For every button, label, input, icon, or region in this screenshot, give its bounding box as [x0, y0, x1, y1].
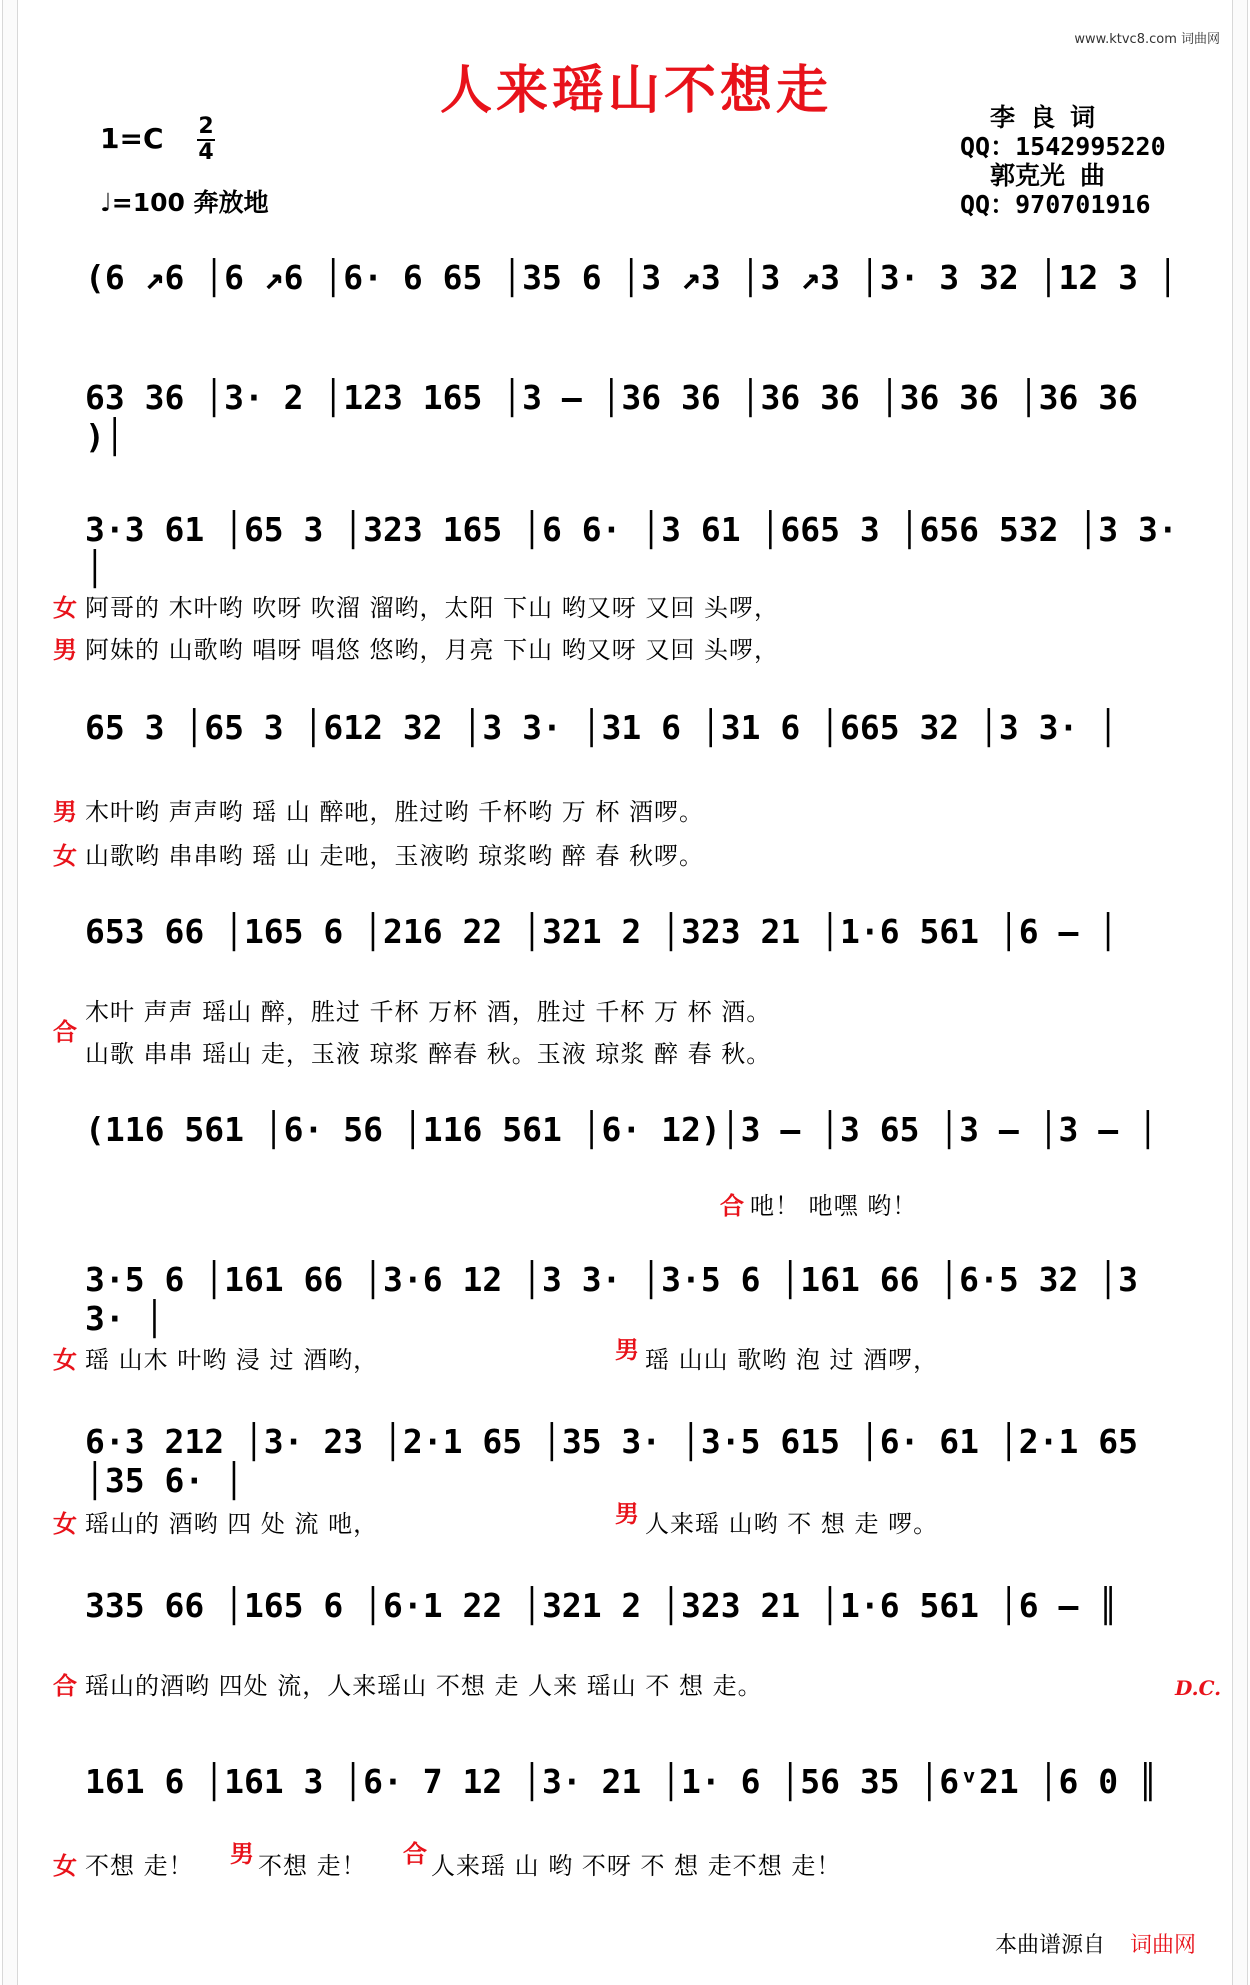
lyric-line: 阿妹的 山歌哟 唱呀 唱悠 悠哟，月亮 下山 哟又呀 又回 头啰，	[85, 636, 780, 664]
notation-line: 3·5 6 │161 66 │3·6 12 │3 3· │3·5 6 │161 66 │6·5 32 │3 3· │	[85, 1260, 1138, 1338]
singer-tag: 女	[53, 1346, 77, 1374]
singer-tag: 男	[615, 1336, 639, 1364]
singer-tag: 合	[53, 1018, 77, 1046]
notation-line: 3·3 61 │65 3 │323 165 │6 6· │3 61 │665 3 │656 532 │3 3· │	[85, 510, 1178, 588]
notation-line: 161 6 │161 3 │6· 7 12 │3· 21 │1· 6 │56 35 │6ᵛ21 │6 0 ║	[85, 1762, 1158, 1801]
lyric-line: 阿哥的 木叶哟 吹呀 吹溜 溜哟，太阳 下山 哟又呀 又回 头啰，	[85, 594, 780, 622]
singer-tag: 合	[403, 1840, 427, 1868]
lyric-line: 瑶 山木 叶哟 浸 过 酒哟，	[85, 1346, 379, 1374]
notation-line: 63 36 │3· 2 │123 165 │3 – │36 36 │36 36 │36 36 │36 36 )│	[85, 378, 1138, 456]
singer-tag: 男	[53, 798, 77, 826]
score-system-6	[85, 1110, 1195, 1220]
dc-marking: D.C.	[1175, 1676, 1222, 1700]
lyric-line: 人来瑶 山 哟 不呀 不 想 走不想 走！	[431, 1852, 842, 1880]
time-bottom: 4	[198, 140, 214, 165]
lyricist: 李 良 词	[990, 103, 1096, 132]
tempo-marking: ♩=100 奔放地	[100, 188, 269, 217]
score-system-1	[85, 258, 1195, 328]
singer-tag: 女	[53, 594, 77, 622]
lyric-line: 瑶 山山 歌哟 泡 过 酒啰，	[645, 1346, 939, 1374]
lyric-line: 不想 走！	[85, 1852, 194, 1880]
lyric-line: 瑶山的 酒哟 四 处 流 吔，	[85, 1510, 379, 1538]
footer-source	[995, 1928, 1196, 1959]
notation-line: (116 561 │6· 56 │116 561 │6· 12)│3 – │3 65 │3 – │3 – │	[85, 1110, 1158, 1149]
singer-tag: 男	[53, 636, 77, 664]
time-signature	[197, 116, 215, 164]
lyric-line: 瑶山的酒哟 四处 流，人来瑶山 不想 走 人来 瑶山 不 想 走。	[85, 1672, 763, 1700]
lyric-line: 木叶 声声 瑶山 醉，胜过 千杯 万杯 酒，胜过 千杯 万 杯 酒。	[85, 998, 772, 1026]
singer-tag: 男	[615, 1500, 639, 1528]
song-title: 人来瑶山不想走	[440, 61, 833, 121]
site-url: www.ktvc8.com 词曲网	[1074, 32, 1220, 47]
lyric-line: 不想 走！	[258, 1852, 367, 1880]
lyric-line: 人来瑶 山哟 不 想 走 啰。	[645, 1510, 939, 1538]
notation-line: (6 ↗6 │6 ↗6 │6· 6 65 │35 6 │3 ↗3 │3 ↗3 │3· 3 32 │12 3 │	[85, 258, 1178, 297]
footer-source-link[interactable]: 词曲网	[1130, 1933, 1197, 1958]
notation-line: 653 66 │165 6 │216 22 │321 2 │323 21 │1·6 561 │6 – │	[85, 912, 1119, 951]
lyricist-qq: QQ：1542995220	[960, 132, 1166, 161]
time-top: 2	[198, 114, 214, 139]
score-system-4	[53, 708, 1195, 870]
score-system-5	[53, 912, 1195, 1068]
singer-tag: 男	[230, 1840, 254, 1868]
score-system-8	[53, 1422, 1195, 1538]
score-system-3	[53, 510, 1195, 664]
right-watermark-strip	[1232, 0, 1248, 1985]
notation-line: 335 66 │165 6 │6·1 22 │321 2 │323 21 │1·6 561 │6 – ║	[85, 1586, 1119, 1625]
composer: 郭克光 曲	[990, 161, 1106, 190]
lyric-line: 木叶哟 声声哟 瑶 山 醉吔，胜过哟 千杯哟 万 杯 酒啰。	[85, 798, 705, 826]
key-signature: 1=C	[100, 122, 164, 155]
left-watermark-strip	[2, 0, 18, 1985]
singer-tag: 女	[53, 842, 77, 870]
lyric-line: 山歌哟 串串哟 瑶 山 走吔，玉液哟 琼浆哟 醉 春 秋啰。	[85, 842, 705, 870]
lyric-line: 山歌 串串 瑶山 走，玉液 琼浆 醉春 秋。玉液 琼浆 醉 春 秋。	[85, 1040, 772, 1068]
singer-tag: 合	[720, 1192, 744, 1220]
score-system-10	[53, 1762, 1195, 1882]
singer-tag: 合	[53, 1672, 77, 1700]
lyric-line: 吔！ 吔嘿 哟！	[750, 1192, 918, 1220]
notation-line: 65 3 │65 3 │612 32 │3 3· │31 6 │31 6 │665 32 │3 3· │	[85, 708, 1119, 747]
footer-source-label: 本曲谱源自	[995, 1933, 1106, 1958]
singer-tag: 女	[53, 1510, 77, 1538]
singer-tag: 女	[53, 1852, 77, 1880]
notation-line: 6·3 212 │3· 23 │2·1 65 │35 3· │3·5 615 │6· 61 │2·1 65 │35 6· │	[85, 1422, 1138, 1500]
score-system-2	[85, 378, 1195, 456]
score-system-7	[53, 1260, 1195, 1374]
composer-qq: QQ：970701916	[960, 190, 1151, 219]
score-system-9	[53, 1586, 1222, 1700]
